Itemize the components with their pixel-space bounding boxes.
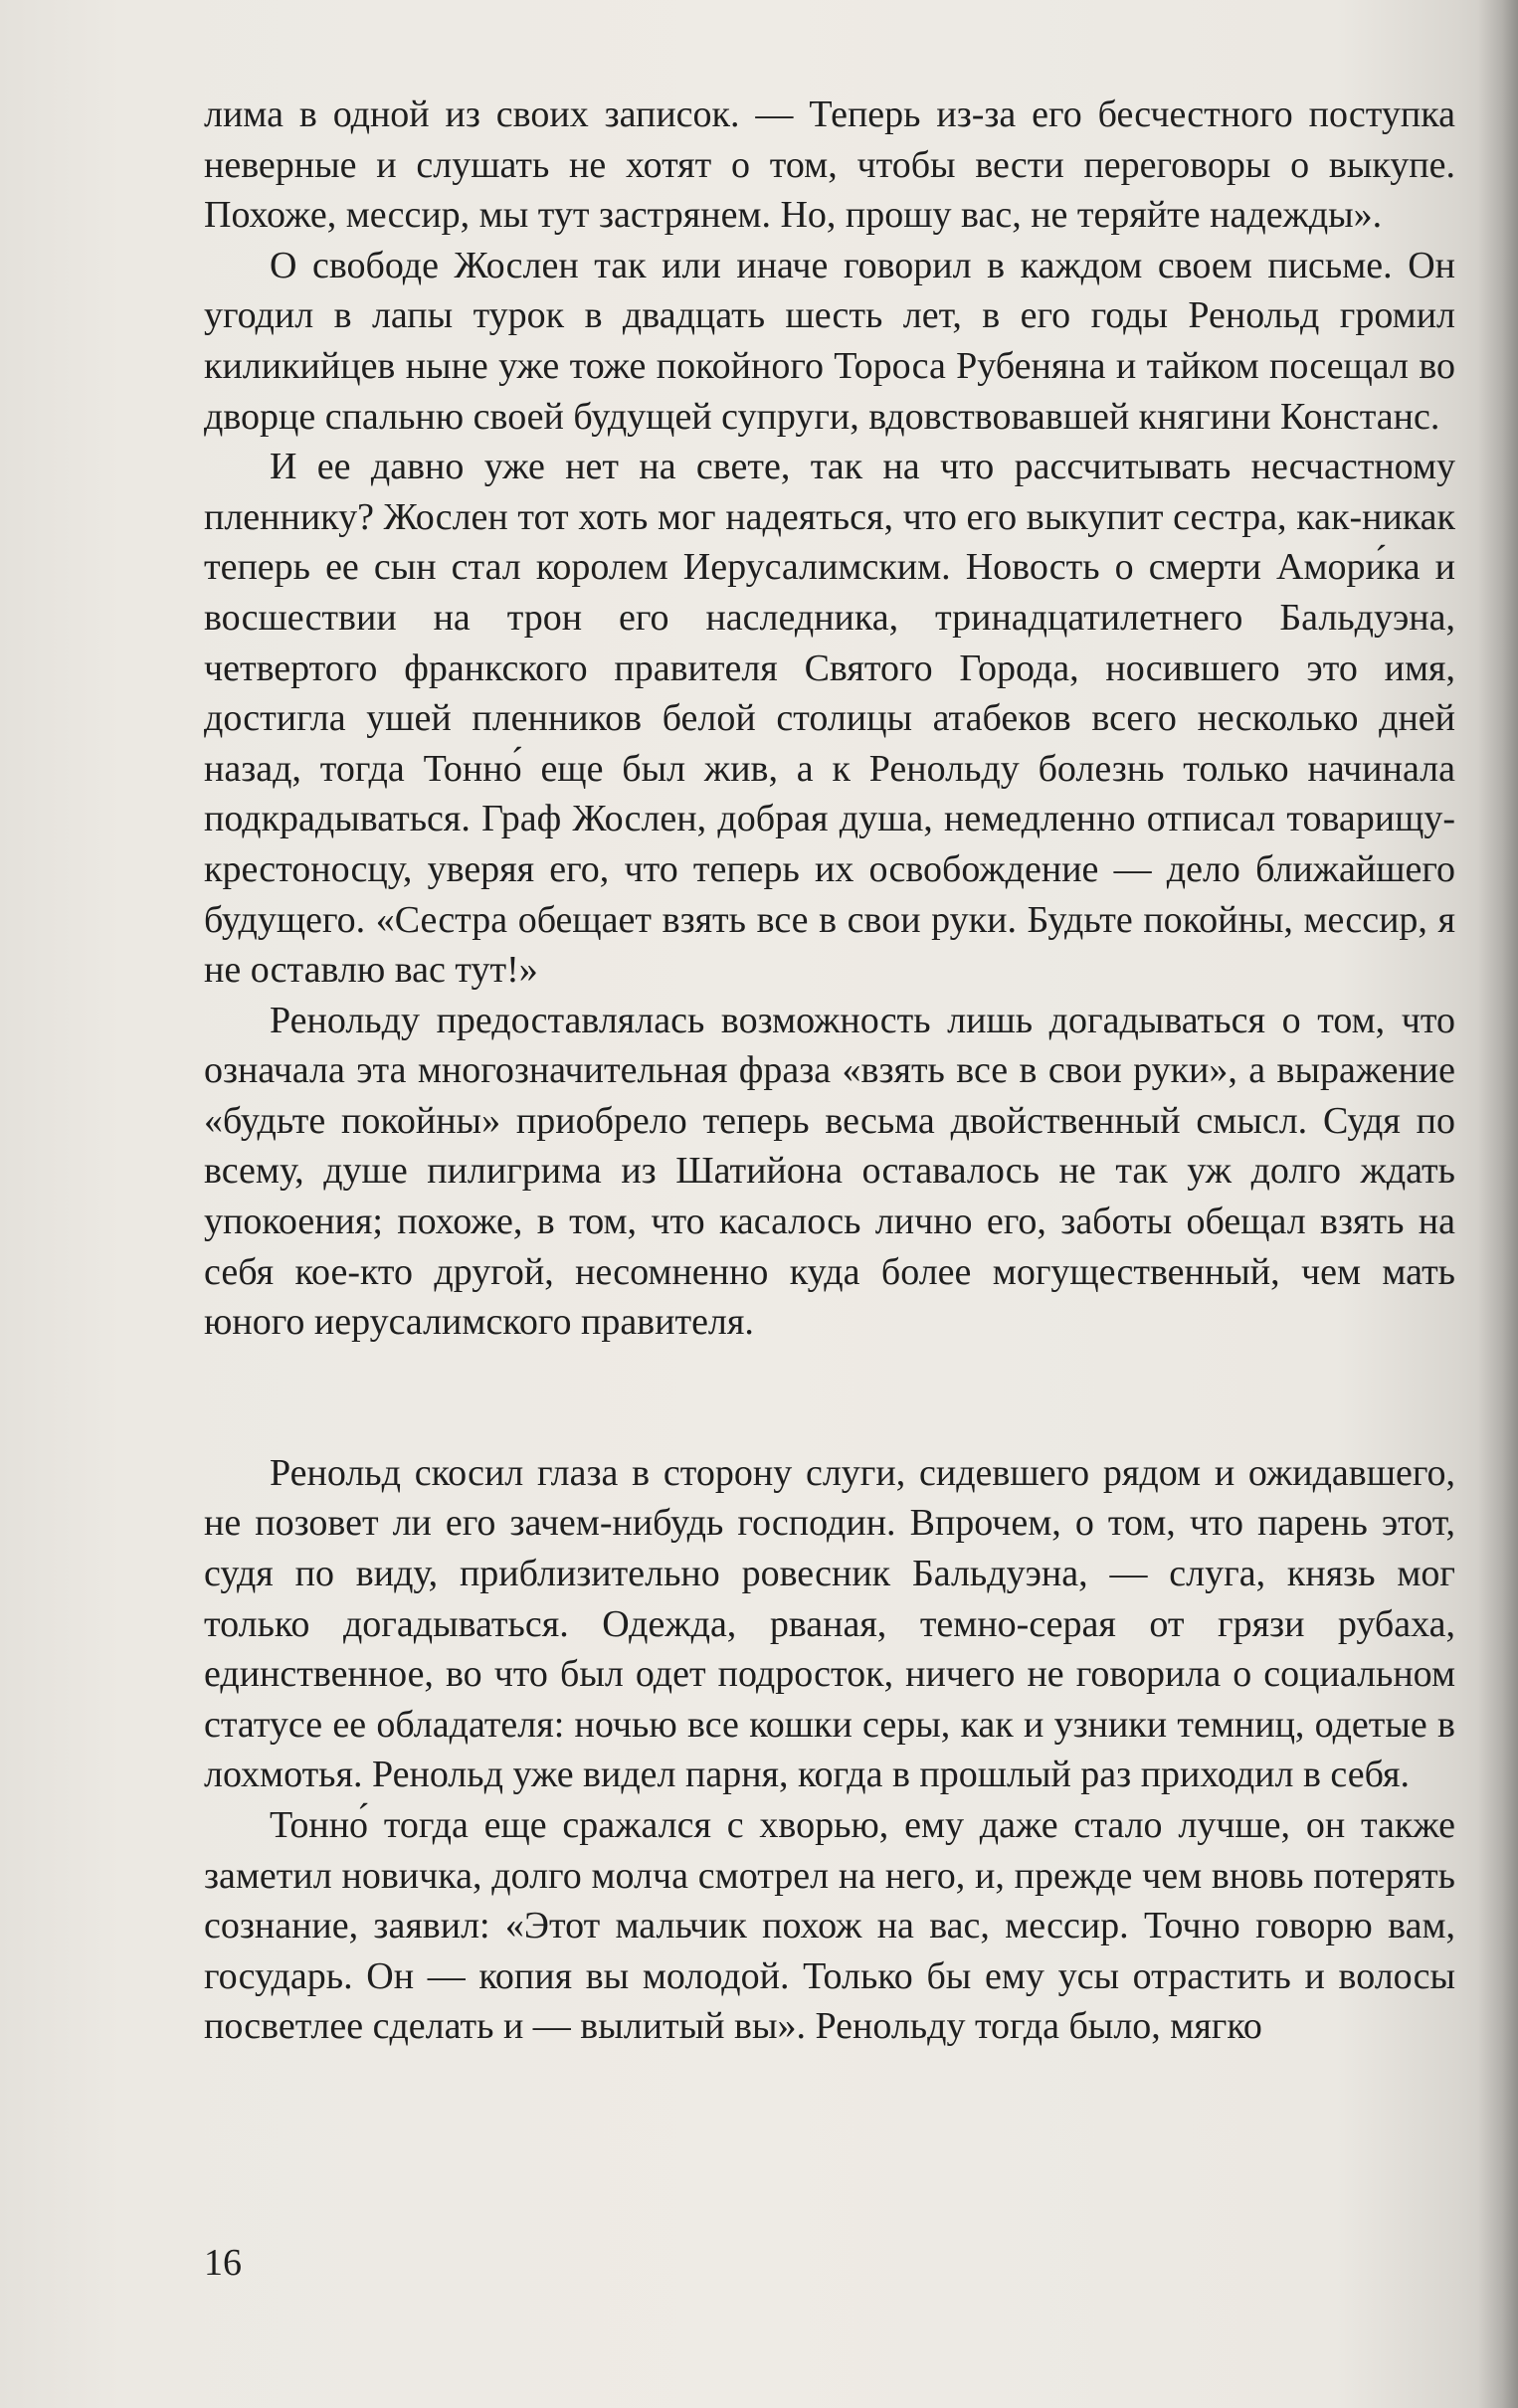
paragraph: Ренольд скосил глаза в сторону слуги, сидевшего рядом и ожидавшего, не позовет ли его зачем-нибудь господин. Впрочем, о том, что парень этот, судя по виду, приблизительно ровесник Бальдуэна, — слуга, князь мог только догадываться. Одежда, рваная, темно-серая от грязи рубаха, единственное, во что был одет подросток, ничего не говорила о социальном статусе ее обладателя: ночью все кошки серы, как и узники темниц, одетые в лохмотья. Ренольд уже видел парня, когда в прошлый раз приходил в себя. <box>204 1451 1455 1796</box>
section-break <box>204 1348 1455 1448</box>
body-text <box>204 90 1455 2052</box>
paragraph: Тонно́ тогда еще сражался с хворью, ему даже стало лучше, он также заметил новичка, долго молча смотрел на него, и, прежде чем вновь потерять сознание, заявил: «Этот мальчик похож на вас, мессир. Точно говорю вам, государь. Он — копия вы молодой. Только бы ему усы отрастить и волосы посветлее сделать и — вылитый вы». Ренольду тогда было, мягко <box>204 1804 1455 2048</box>
paragraph-continued: лима в одной из своих записок. — Теперь из-за его бесчестного поступка неверные и слушать не хотят о том, чтобы вести переговоры о выкупе. Похоже, мессир, мы тут застрянем. Но, прошу вас, не теряйте надежды». <box>204 93 1455 237</box>
page-shadow-edge <box>1478 0 1518 2408</box>
page-number: 16 <box>204 2242 242 2284</box>
paragraph: И ее давно уже нет на свете, так на что рассчитывать несчастному пленнику? Жослен тот хоть мог надеяться, что его выкупит сестра, как-никак теперь ее сын стал королем Иерусалимским. Новость о смерти Амори́ка и восшествии на трон его наследника, тринадцатилетнего Бальдуэна, четвертого франкского правителя Святого Города, носившего это имя, достигла ушей пленников белой столицы атабеков всего несколько дней назад, тогда Тонно́ еще был жив, а к Ренольду болезнь только начинала подкрадываться. Граф Жослен, добрая душа, немедленно отписал товарищу-крестоносцу, уверяя его, что теперь их освобождение — дело ближайшего будущего. «Сестра обещает взять все в свои руки. Будьте покойны, мессир, я не оставлю вас тут!» <box>204 446 1455 992</box>
paragraph: Ренольду предоставлялась возможность лишь догадываться о том, что означала эта многозначительная фраза «взять все в свои руки», а выражение «будьте покойны» приобрело теперь весьма двойственный смысл. Судя по всему, душе пилигрима из Шатийона оставалось не так уж долго ждать упокоения; похоже, в том, что касалось лично его, заботы обещал взять на себя кое-кто другой, несомненно куда более могущественный, чем мать юного иерусалимского правителя. <box>204 999 1455 1344</box>
paragraph: О свободе Жослен так или иначе говорил в каждом своем письме. Он угодил в лапы турок в двадцать шесть лет, в его годы Ренольд громил киликийцев ныне уже тоже покойного Тороса Рубеняна и тайком посещал во дворце спальню своей будущей супруги, вдовствовавшей княгини Констанс. <box>204 244 1455 438</box>
